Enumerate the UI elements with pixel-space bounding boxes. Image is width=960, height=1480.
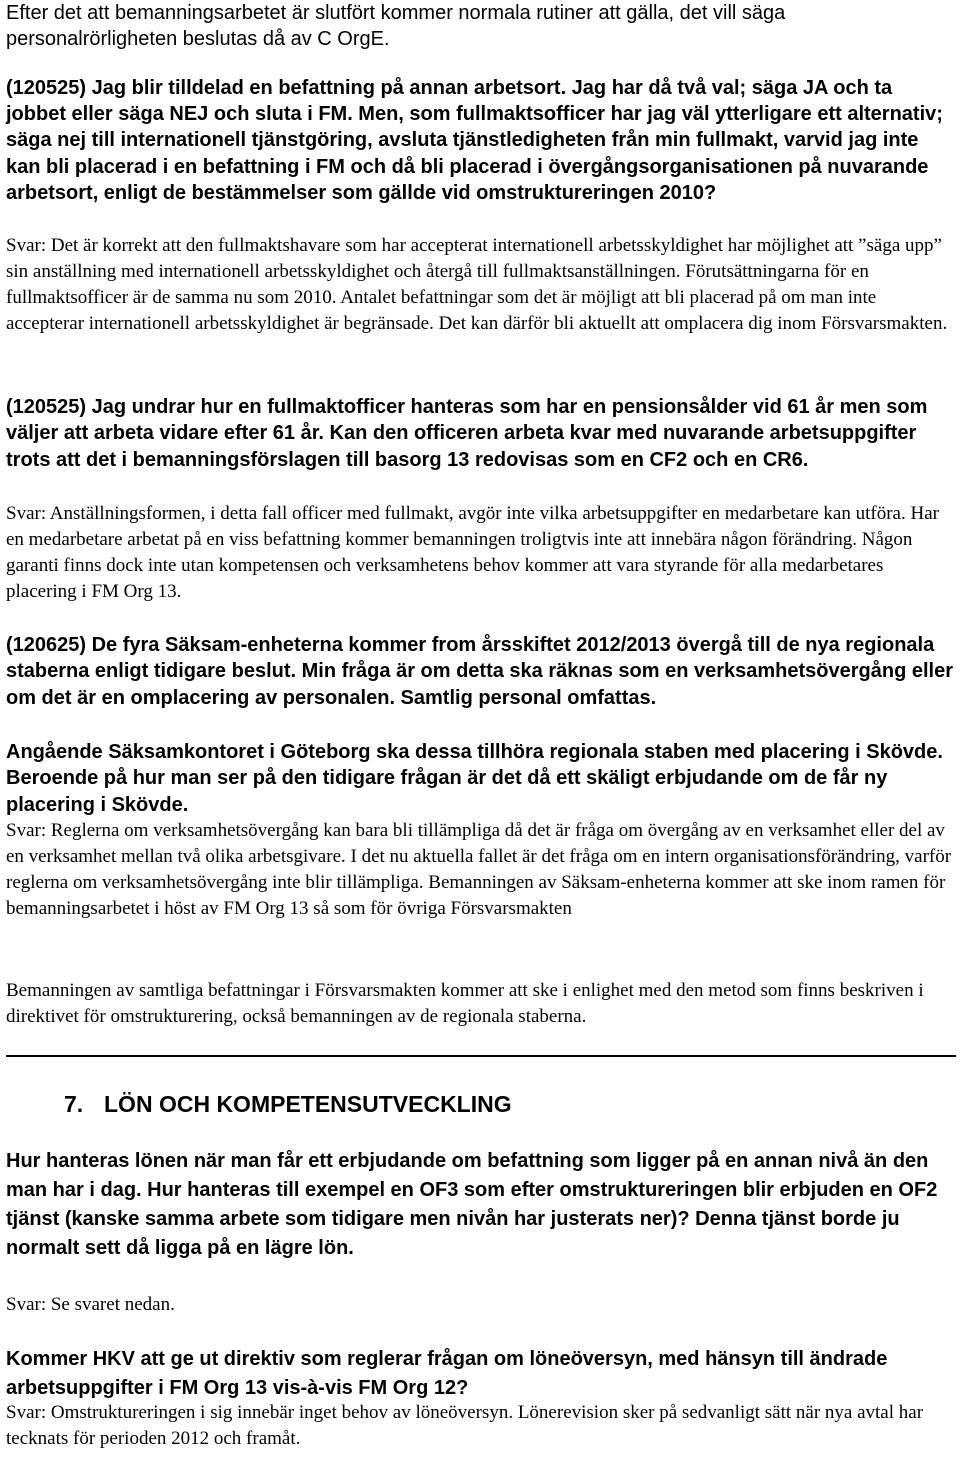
question-2: (120525) Jag undrar hur en fullmaktofficer hanteras som har en pensionsålder vid 61 år men som väljer att arbeta vidare efter 61 år. Kan den officeren arbeta kvar med nuvarande arbetsuppgifter trots att det i bemanningsförslagen till basorg 13 redovisas som en CF2 och en CR6.: [6, 396, 928, 471]
question-3-followup: Angående Säksamkontoret i Göteborg ska dessa tillhöra regionala staben med placering i Skövde. Beroende på hur man ser på den tidigare frågan är det då ett skäligt erbjudande om de får ny placering i Skövde.: [6, 741, 943, 816]
question-5: Kommer HKV att ge ut direktiv som reglerar frågan om löneöversyn, med hänsyn till ändrade arbetsuppgifter i FM Org 13 vis-à-vis FM Org 12?: [6, 1348, 888, 1399]
answer-2: Svar: Anställningsformen, i detta fall officer med fullmakt, avgör inte vilka arbetsuppgifter en medarbetare kan utföra. Har en medarbetare arbetat på en viss befattning kommer bemanningen troligtvis inte att innebära någon förändring. Någon garanti finns dock inte utan kompetensen och verksamhetens behov kommer att vara styrande för alla medarbetares placering i FM Org 13.: [6, 503, 939, 602]
section-title: LÖN OCH KOMPETENSUTVECKLING: [104, 1091, 512, 1117]
question-3: (120625) De fyra Säksam-enheterna kommer from årsskiftet 2012/2013 övergå till de nya regionala staberna enligt tidigare beslut. Min fråga är om detta ska räknas som en verksamhetsövergång eller om det är en omplacering av personalen. Samtlig personal omfattas.: [6, 634, 954, 709]
section-divider: [6, 1055, 956, 1057]
question-1: (120525) Jag blir tilldelad en befattning på annan arbetsort. Jag har då två val; säga JA och ta jobbet eller säga NEJ och sluta i FM. Men, som fullmaktsofficer har jag väl ytterligare ett alternativ; säga nej till internationell tjänstgöring, avsluta tjänstledigheten från min fullmakt, varvid jag inte kan bli placerad i en befattning i FM och då bli placerad i övergångsorganisationen på nuvarande arbetsort, enligt de bestämmelser som gällde vid omstruktureringen 2010?: [6, 77, 943, 204]
answer-1: Svar: Det är korrekt att den fullmaktshavare som har accepterat internationell arbetsskyldighet har möjlighet att ”säga upp” sin anställning med internationell arbetsskyldighet och återgå till fullmaktsanställningen. Förutsättningarna för en fullmaktsofficer är de samma nu som 2010. Antalet befattningar som det är möjligt att bli placerad på om man inte accepterar internationell arbetsskyldighet är begränsade. Det kan därför bli aktuellt att omplacera dig inom Försvarsmakten.: [6, 235, 948, 334]
intro-paragraph: Efter det att bemanningsarbetet är slutfört kommer normala rutiner att gälla, det vill säga personalrörligheten beslutas då av C OrgE.: [6, 2, 786, 50]
section-number: 7.: [64, 1091, 84, 1117]
section-heading: [64, 1090, 512, 1118]
closing-paragraph: Bemanningen av samtliga befattningar i Försvarsmakten kommer att ske i enlighet med den metod som finns beskriven i direktivet för omstrukturering, också bemanningen av de regionala staberna.: [6, 980, 924, 1027]
question-4: Hur hanteras lönen när man får ett erbjudande om befattning som ligger på en annan nivå än den man har i dag. Hur hanteras till exempel en OF3 som efter omstruktureringen blir erbjuden en OF2 tjänst (kanske samma arbete som tidigare men nivån har justerats ner)? Denna tjänst borde ju normalt sett då ligga på en lägre lön.: [6, 1150, 938, 1259]
answer-5: Svar: Omstruktureringen i sig innebär inget behov av löneöversyn. Lönerevision sker på sedvanligt sätt när nya avtal har tecknats för perioden 2012 och framåt.: [6, 1402, 924, 1449]
answer-4: Svar: Se svaret nedan.: [6, 1294, 175, 1315]
answer-3: Svar: Reglerna om verksamhetsövergång kan bara bli tillämpliga då det är fråga om övergång av en verksamhet eller del av en verksamhet mellan två olika arbetsgivare. I det nu aktuella fallet är det fråga om en intern organisationsförändring, varför reglerna om verksamhetsövergång inte blir tillämpliga. Bemanningen av Säksam-enheterna kommer att ske inom ramen för bemanningsarbetet i höst av FM Org 13 så som för övriga Försvarsmakten: [6, 820, 952, 919]
